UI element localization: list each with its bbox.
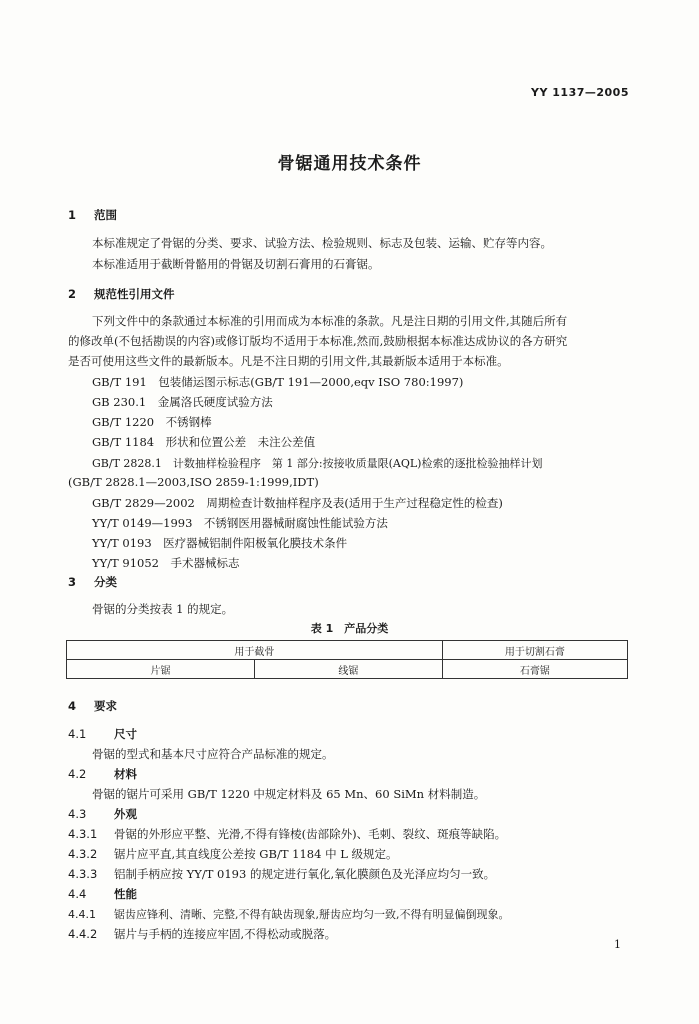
reference-item: GB/T 1184 形状和位置公差 未注公差值 [92,435,316,449]
paragraph: 是否可使用这些文件的最新版本。凡是不注日期的引用文件,其最新版本适用于本标准。 [68,354,509,368]
clause-text: 锯片应平直,其直线度公差按 GB/T 1184 中 L 级规定。 [114,847,398,861]
section-4-heading [68,698,117,714]
table-group-header: 用于切割石膏 [442,641,627,660]
paragraph: 骨锯的型式和基本尺寸应符合产品标准的规定。 [92,747,334,761]
table-cell: 石膏锯 [442,660,627,679]
subsection-number: 4.4 [68,887,87,901]
reference-item: GB/T 2828.1 计数抽样检验程序 第 1 部分:按接收质量限(AQL)检索的逐批检验抽样计划 [92,457,543,470]
page-number: 1 [614,938,621,951]
paragraph: 下列文件中的条款通过本标准的引用而成为本标准的条款。凡是注日期的引用文件,其随后所有 [92,314,568,328]
subsection-4-1-heading [68,726,137,742]
clause-4-4-1 [68,906,510,922]
subsection-title: 材料 [114,767,137,781]
standard-number: YY 1137—2005 [531,86,629,99]
clause-4-3-3 [68,866,495,882]
table-group-header: 用于截骨 [67,641,443,660]
section-number: 1 [68,208,77,222]
paragraph: 的修改单(不包括勘误的内容)或修订版均不适用于本标准,然而,鼓励根据本标准达成协议的各方研究 [68,334,568,348]
reference-item-continued: (GB/T 2828.1—2003,ISO 2859-1:1999,IDT) [68,475,319,489]
subsection-4-2-heading [68,766,137,782]
clause-text: 铝制手柄应按 YY/T 0193 的规定进行氧化,氧化膜颜色及光泽应均匀一致。 [114,867,496,881]
clause-4-4-2 [68,926,336,942]
section-title: 要求 [94,699,117,713]
subsection-4-3-heading [68,806,137,822]
subsection-title: 尺寸 [114,727,137,741]
paragraph: 骨锯的锯片可采用 GB/T 1220 中规定材料及 65 Mn、60 SiMn 材料制造。 [92,787,486,801]
paragraph: 本标准适用于截断骨骼用的骨锯及切割石膏用的石膏锯。 [92,257,380,271]
reference-item: YY/T 91052 手术器械标志 [92,556,240,570]
paragraph: 骨锯的分类按表 1 的规定。 [92,602,234,616]
table-cell: 片锯 [67,660,255,679]
section-title: 分类 [94,575,117,589]
table-row [67,641,628,660]
reference-item: YY/T 0149—1993 不锈钢医用器械耐腐蚀性能试验方法 [92,516,388,530]
paragraph: 本标准规定了骨锯的分类、要求、试验方法、检验规则、标志及包装、运输、贮存等内容。 [92,236,552,250]
product-classification-table [66,640,628,679]
clause-text: 骨锯的外形应平整、光滑,不得有锋棱(齿部除外)、毛刺、裂纹、斑痕等缺陷。 [114,827,507,841]
clause-4-3-1 [68,826,506,842]
subsection-title: 性能 [114,887,137,901]
clause-number: 4.3.1 [68,827,98,841]
document-title: 骨锯通用技术条件 [277,154,422,174]
section-1-heading [68,207,117,223]
clause-number: 4.3.2 [68,847,98,861]
reference-item: GB 230.1 金属洛氏硬度试验方法 [92,395,273,409]
subsection-title: 外观 [114,807,137,821]
clause-text: 锯片与手柄的连接应牢固,不得松动或脱落。 [114,927,337,941]
reference-item: YY/T 0193 医疗器械铝制件阳极氧化膜技术条件 [92,536,348,550]
table-cell: 线锯 [254,660,442,679]
reference-item: GB/T 191 包装储运图示标志(GB/T 191—2000,eqv ISO 780:1997) [92,375,464,389]
subsection-number: 4.1 [68,727,87,741]
reference-item: GB/T 2829—2002 周期检查计数抽样程序及表(适用于生产过程稳定性的检查) [92,496,503,510]
section-title: 范围 [94,208,117,222]
clause-number: 4.4.1 [68,908,96,921]
section-number: 2 [68,287,77,301]
section-number: 4 [68,699,77,713]
section-3-heading [68,574,117,590]
section-title: 规范性引用文件 [94,287,175,301]
clause-number: 4.4.2 [68,927,98,941]
section-2-heading [68,286,175,302]
subsection-number: 4.2 [68,767,87,781]
section-number: 3 [68,575,77,589]
subsection-number: 4.3 [68,807,87,821]
table-row [67,660,628,679]
subsection-4-4-heading [68,886,137,902]
clause-text: 锯齿应锋利、清晰、完整,不得有缺齿现象,掰齿应均匀一致,不得有明显偏倒现象。 [114,908,510,921]
clause-number: 4.3.3 [68,867,98,881]
reference-item: GB/T 1220 不锈钢棒 [92,415,212,429]
table-caption: 表 1 产品分类 [310,622,389,635]
clause-4-3-2 [68,846,398,862]
